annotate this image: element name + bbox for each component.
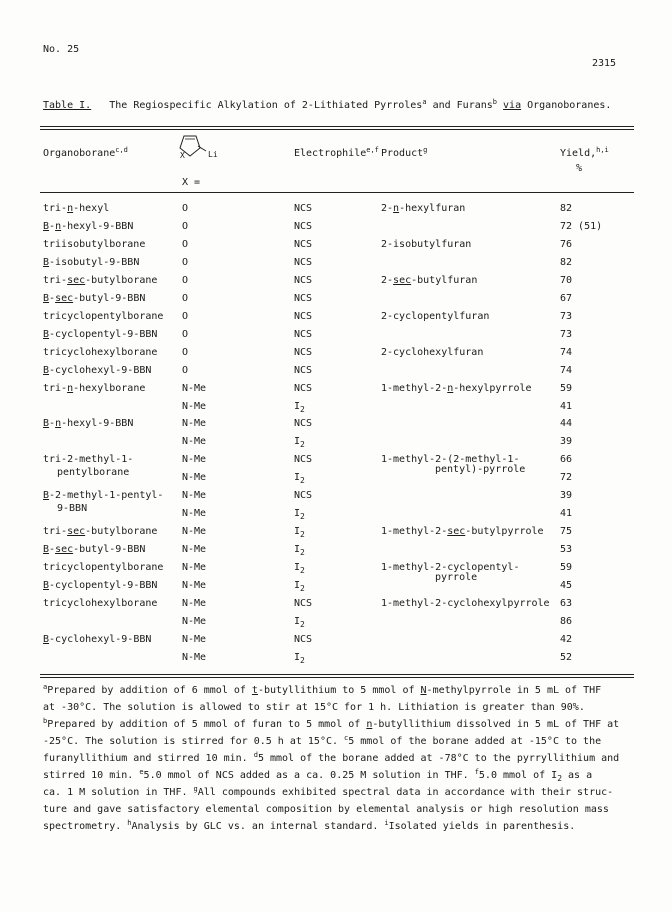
cell-yield: 76 [560,239,573,250]
ring-li-label: Li [208,150,218,159]
cell-organoborane-cont: 9-BBN [57,503,88,514]
cell-electrophile: NCS [294,311,313,322]
cell-x: N-Me [182,562,207,573]
cell-x: O [182,311,189,322]
table-header-rule [40,192,634,193]
footnote-a-line2: at -30°C. The solution is allowed to stir at 15°C for 1 h. Lithiation is greater than 90%. [43,702,585,713]
cell-x: O [182,275,189,286]
x-equals-label: X = [182,177,201,188]
cell-electrophile: $I_2$ [294,544,305,557]
table-top-rule [40,126,634,127]
cell-electrophile: NCS [294,365,313,376]
cell-yield: 41 [560,508,573,519]
cell-x: O [182,293,189,304]
cell-electrophile: NCS [294,203,313,214]
footnote-a: $^a$Prepared by addition of 6 mmol of t-butyllithium to 5 mmol of N-methylpyrrole in 5 mL of THF [43,683,602,696]
cell-x: O [182,221,189,232]
cell-x: N-Me [182,544,207,555]
cell-product-cont: pyrrole [435,572,478,583]
cell-yield: 53 [560,544,573,555]
col-header-organoborane: Organoborane$^{c,d}$ [43,146,128,159]
yield-unit: % [576,163,583,174]
table-title: The Regiospecific Alkylation of 2-Lithiated Pyrroles [109,100,423,111]
cell-yield: 72 [560,472,573,483]
col-header-product: Product$^g$ [381,146,428,159]
cell-yield: 73 [560,311,573,322]
journal-issue-number: No. 25 [43,44,80,55]
cell-yield: 82 [560,257,573,268]
cell-electrophile: $I_2$ [294,580,305,593]
cell-x: N-Me [182,490,207,501]
cell-yield: 73 [560,329,573,340]
cell-yield: 41 [560,401,573,412]
cell-electrophile: NCS [294,454,313,465]
col-header-yield: Yield,$^{h,i}$ [560,146,609,159]
footnote-h-i: spectrometry. $^h$Analysis by GLC vs. an internal standard. $^i$Isolated yields in parenthesis. [43,819,576,832]
footnote-e-f: stirred 10 min. $^e$5.0 mmol of NCS added as a ca. 0.25 M solution in THF. $^f$5.0 mmol of $I_2$ as a [43,768,593,783]
cell-organoborane: tri-2-methyl-1- [43,454,134,465]
cell-electrophile: NCS [294,275,313,286]
cell-organoborane: tri-sec-butylborane [43,275,158,286]
cell-x: N-Me [182,526,207,537]
cell-product: 1-methyl-2-(2-methyl-1- [381,454,520,465]
cell-x: N-Me [182,598,207,609]
cell-yield: 39 [560,436,573,447]
footnote-b: $^b$Prepared by addition of 5 mmol of furan to 5 mmol of n-butyllithium dissolved in 5 mL of THF at [43,717,620,730]
cell-yield: 74 [560,347,573,358]
cell-x: N-Me [182,383,207,394]
footnote-g: ca. 1 M solution in THF. $^g$All compounds exhibited spectral data in accordance with their struc- [43,785,614,798]
cell-electrophile: $I_2$ [294,401,305,414]
cell-electrophile: NCS [294,598,313,609]
cell-organoborane: B-cyclopentyl-9-BBN [43,329,158,340]
cell-electrophile: $I_2$ [294,436,305,449]
page-number: 2315 [592,58,617,69]
cell-product: 2-isobutylfuran [381,239,472,250]
table-caption: Table I. The Regiospecific Alkylation of 2-Lithiated Pyrroles$^a$ and Furans$^b$ via Organoboranes. [43,98,612,111]
cell-product: 1-methyl-2-sec-butylpyrrole [381,526,544,537]
cell-yield: 59 [560,383,573,394]
cell-electrophile: NCS [294,329,313,340]
cell-product: 1-methyl-2-n-hexylpyrrole [381,383,532,394]
cell-yield: 67 [560,293,573,304]
cell-x: N-Me [182,616,207,627]
footnote-g-line2: ture and gave satisfactory elemental composition by elemental analysis or high resolution mass [43,804,609,815]
cell-electrophile: NCS [294,347,313,358]
cell-yield: 42 [560,634,573,645]
cell-organoborane: B-sec-butyl-9-BBN [43,544,146,555]
cell-yield: 82 [560,203,573,214]
cell-electrophile: NCS [294,634,313,645]
cell-product: 1-methyl-2-cyclohexylpyrrole [381,598,550,609]
cell-yield: 52 [560,652,573,663]
cell-organoborane: tricyclopentylborane [43,562,164,573]
cell-electrophile: $I_2$ [294,508,305,521]
cell-electrophile: NCS [294,293,313,304]
cell-organoborane: triisobutylborane [43,239,146,250]
cell-x: O [182,329,189,340]
cell-yield: 75 [560,526,573,537]
pentagon-ring-icon [170,134,230,170]
cell-electrophile: NCS [294,257,313,268]
cell-yield: 74 [560,365,573,376]
footnote-b-line2: -25°C. The solution is stirred for 0.5 h at 15°C. $^c$5 mmol of the borane added at -15°C to the [43,734,602,747]
cell-yield: 39 [560,490,573,501]
table-top-rule-2 [40,129,634,130]
cell-product-cont: pentyl)-pyrrole [435,464,526,475]
cell-electrophile: $I_2$ [294,616,305,629]
cell-product: 2-cyclopentylfuran [381,311,490,322]
cell-organoborane: B-n-hexyl-9-BBN [43,418,134,429]
cell-x: N-Me [182,580,207,591]
cell-yield: 86 [560,616,573,627]
cell-yield: 63 [560,598,573,609]
cell-x: N-Me [182,454,207,465]
cell-yield: 44 [560,418,573,429]
cell-x: N-Me [182,418,207,429]
cell-organoborane: B-cyclohexyl-9-BBN [43,634,152,645]
cell-product: 2-sec-butylfuran [381,275,478,286]
cell-organoborane: B-sec-butyl-9-BBN [43,293,146,304]
cell-organoborane: B-isobutyl-9-BBN [43,257,140,268]
table-bottom-rule [40,674,634,675]
table-label: Table I. [43,100,92,111]
cell-product: 1-methyl-2-cyclopentyl- [381,562,520,573]
cell-organoborane: tricyclohexylborane [43,598,158,609]
cell-x: O [182,347,189,358]
cell-organoborane-cont: pentylborane [57,467,130,478]
cell-organoborane: tri-n-hexyl [43,203,110,214]
cell-x: O [182,365,189,376]
cell-organoborane: tri-n-hexylborane [43,383,146,394]
cell-yield: 72 (51) [560,221,603,232]
cell-yield: 59 [560,562,573,573]
cell-x: N-Me [182,508,207,519]
cell-x: N-Me [182,634,207,645]
cell-x: N-Me [182,401,207,412]
heterocycle-ring-diagram [170,134,230,170]
footnote-c-d: furanyllithium and stirred 10 min. $^d$5 mmol of the borane added at -78°C to the pyrryllithium and [43,751,620,764]
cell-yield: 70 [560,275,573,286]
cell-x: O [182,203,189,214]
col-header-electrophile: Electrophile$^{e,f}$ [294,146,379,159]
cell-organoborane: tricyclopentylborane [43,311,164,322]
cell-yield: 66 [560,454,573,465]
cell-electrophile: $I_2$ [294,562,305,575]
cell-electrophile: $I_2$ [294,652,305,665]
cell-electrophile: NCS [294,383,313,394]
cell-organoborane: B-n-hexyl-9-BBN [43,221,134,232]
cell-organoborane: tricyclohexylborane [43,347,158,358]
cell-x: O [182,257,189,268]
cell-yield: 45 [560,580,573,591]
cell-electrophile: NCS [294,221,313,232]
cell-electrophile: $I_2$ [294,472,305,485]
cell-x: N-Me [182,652,207,663]
cell-organoborane: B-cyclohexyl-9-BBN [43,365,152,376]
table-bottom-rule-2 [40,677,634,678]
cell-electrophile: $I_2$ [294,526,305,539]
cell-product: 2-n-hexylfuran [381,203,466,214]
ring-x-label: X [180,151,185,160]
cell-organoborane: B-cyclopentyl-9-BBN [43,580,158,591]
cell-x: O [182,239,189,250]
cell-product: 2-cyclohexylfuran [381,347,484,358]
cell-electrophile: NCS [294,239,313,250]
cell-electrophile: NCS [294,490,313,501]
cell-organoborane: B-2-methyl-1-pentyl- [43,490,164,501]
cell-organoborane: tri-sec-butylborane [43,526,158,537]
cell-x: N-Me [182,472,207,483]
cell-x: N-Me [182,436,207,447]
cell-electrophile: NCS [294,418,313,429]
